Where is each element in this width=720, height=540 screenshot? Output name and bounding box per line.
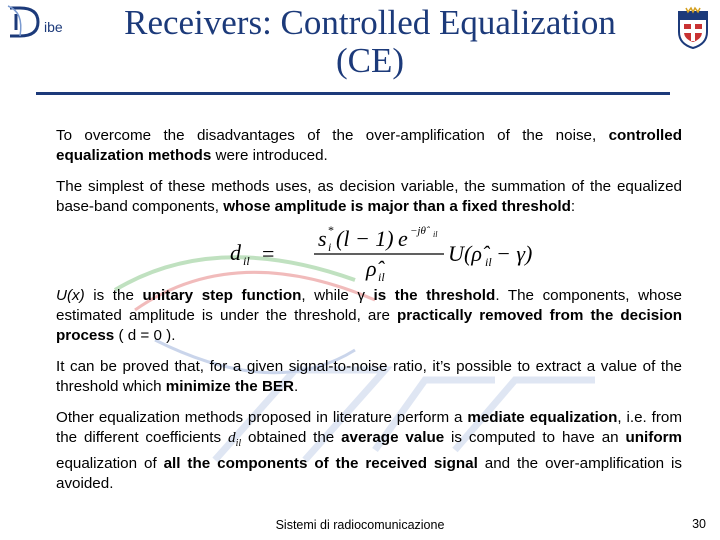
university-crest-icon: [676, 6, 710, 50]
formula-den-sub: il: [378, 270, 385, 284]
title-line-1: Receivers: Controlled Equalization: [124, 3, 616, 42]
symbol-d: d: [227, 429, 236, 446]
bold-span: mediate equalization: [467, 409, 618, 426]
paragraph-3: [56, 286, 682, 346]
text-span: obtained the: [241, 429, 342, 446]
footer-text: Sistemi di radiocomunicazione: [275, 518, 445, 532]
text-span: ( d = 0 ).: [114, 327, 176, 344]
text-span: is computed to have an: [444, 429, 626, 446]
formula-num-star: *: [328, 223, 334, 237]
formula-lhs-sub: il: [243, 254, 250, 268]
text-span: , i.e. from the different coefficients: [56, 409, 682, 446]
text-span: Other equalization methods proposed in literature perform a: [56, 409, 468, 426]
formula-num-sub: i: [328, 240, 332, 254]
slide-body: [56, 126, 682, 505]
text-span: , while γ: [301, 287, 374, 304]
paragraph-2: [56, 177, 682, 217]
bold-span: minimize the BER: [165, 378, 295, 395]
text-span: . The components, whose estimated amplitude is under the threshold, are: [56, 287, 682, 324]
paragraph-1: [56, 126, 682, 166]
formula-u-arg: (ρ̂: [464, 241, 482, 266]
page-number: 30: [692, 517, 706, 531]
formula-num-exp-sub: il: [433, 230, 438, 239]
text-span: U(x): [56, 287, 85, 304]
logo-text: ibe: [44, 19, 63, 35]
text-span: were introduced.: [211, 147, 328, 164]
bold-span: all the components of the received signal: [163, 455, 478, 473]
slide-title: [60, 4, 680, 80]
formula-num-exp: −jθ̂: [410, 225, 426, 237]
text-span: To overcome the disadvantages of the over-amplification of the noise,: [56, 127, 609, 144]
text-span: is the: [84, 287, 143, 304]
formula-u: U: [448, 241, 464, 266]
bold-span: uniform: [625, 429, 683, 446]
formula-num-e: e: [398, 226, 408, 251]
text-span: :: [570, 198, 576, 215]
bold-span: unitary step function: [142, 287, 302, 304]
title-underline: [36, 92, 670, 95]
decision-variable-formula: [56, 222, 682, 284]
formula-den: ρ̂: [366, 256, 377, 281]
bold-span: is the threshold: [373, 287, 496, 304]
text-span: The simplest of these methods uses, as decision variable, the summation of the equalized base-band components,: [56, 178, 682, 215]
bold-span: controlled equalization methods: [56, 127, 682, 164]
text-span: It can be proved that, for a given signal-to-noise ratio, it’s possible to extract a value of the threshold which: [56, 358, 682, 395]
text-span: equalization of: [56, 455, 164, 473]
formula-lhs: d: [230, 240, 241, 265]
formula-num-s: s: [318, 226, 327, 251]
formula-num-arg: (l − 1): [336, 226, 394, 251]
formula-u-arg-sub: il: [485, 255, 492, 269]
formula-equals: =: [262, 241, 275, 266]
symbol-d-sub: il: [235, 438, 242, 450]
bold-span: whose amplitude is major than a fixed threshold: [223, 198, 571, 215]
bold-span: average value: [341, 429, 445, 446]
formula-u-arg-rest: − γ): [496, 241, 533, 266]
text-span: and the over-amplification is avoided.: [56, 455, 682, 493]
paragraph-5: [56, 408, 682, 494]
formula-svg: [226, 222, 533, 284]
paragraph-4: [56, 357, 682, 397]
title-line-2: (CE): [335, 41, 405, 80]
text-span: .: [294, 378, 299, 395]
bold-span: practically removed from the decision process: [56, 307, 682, 344]
